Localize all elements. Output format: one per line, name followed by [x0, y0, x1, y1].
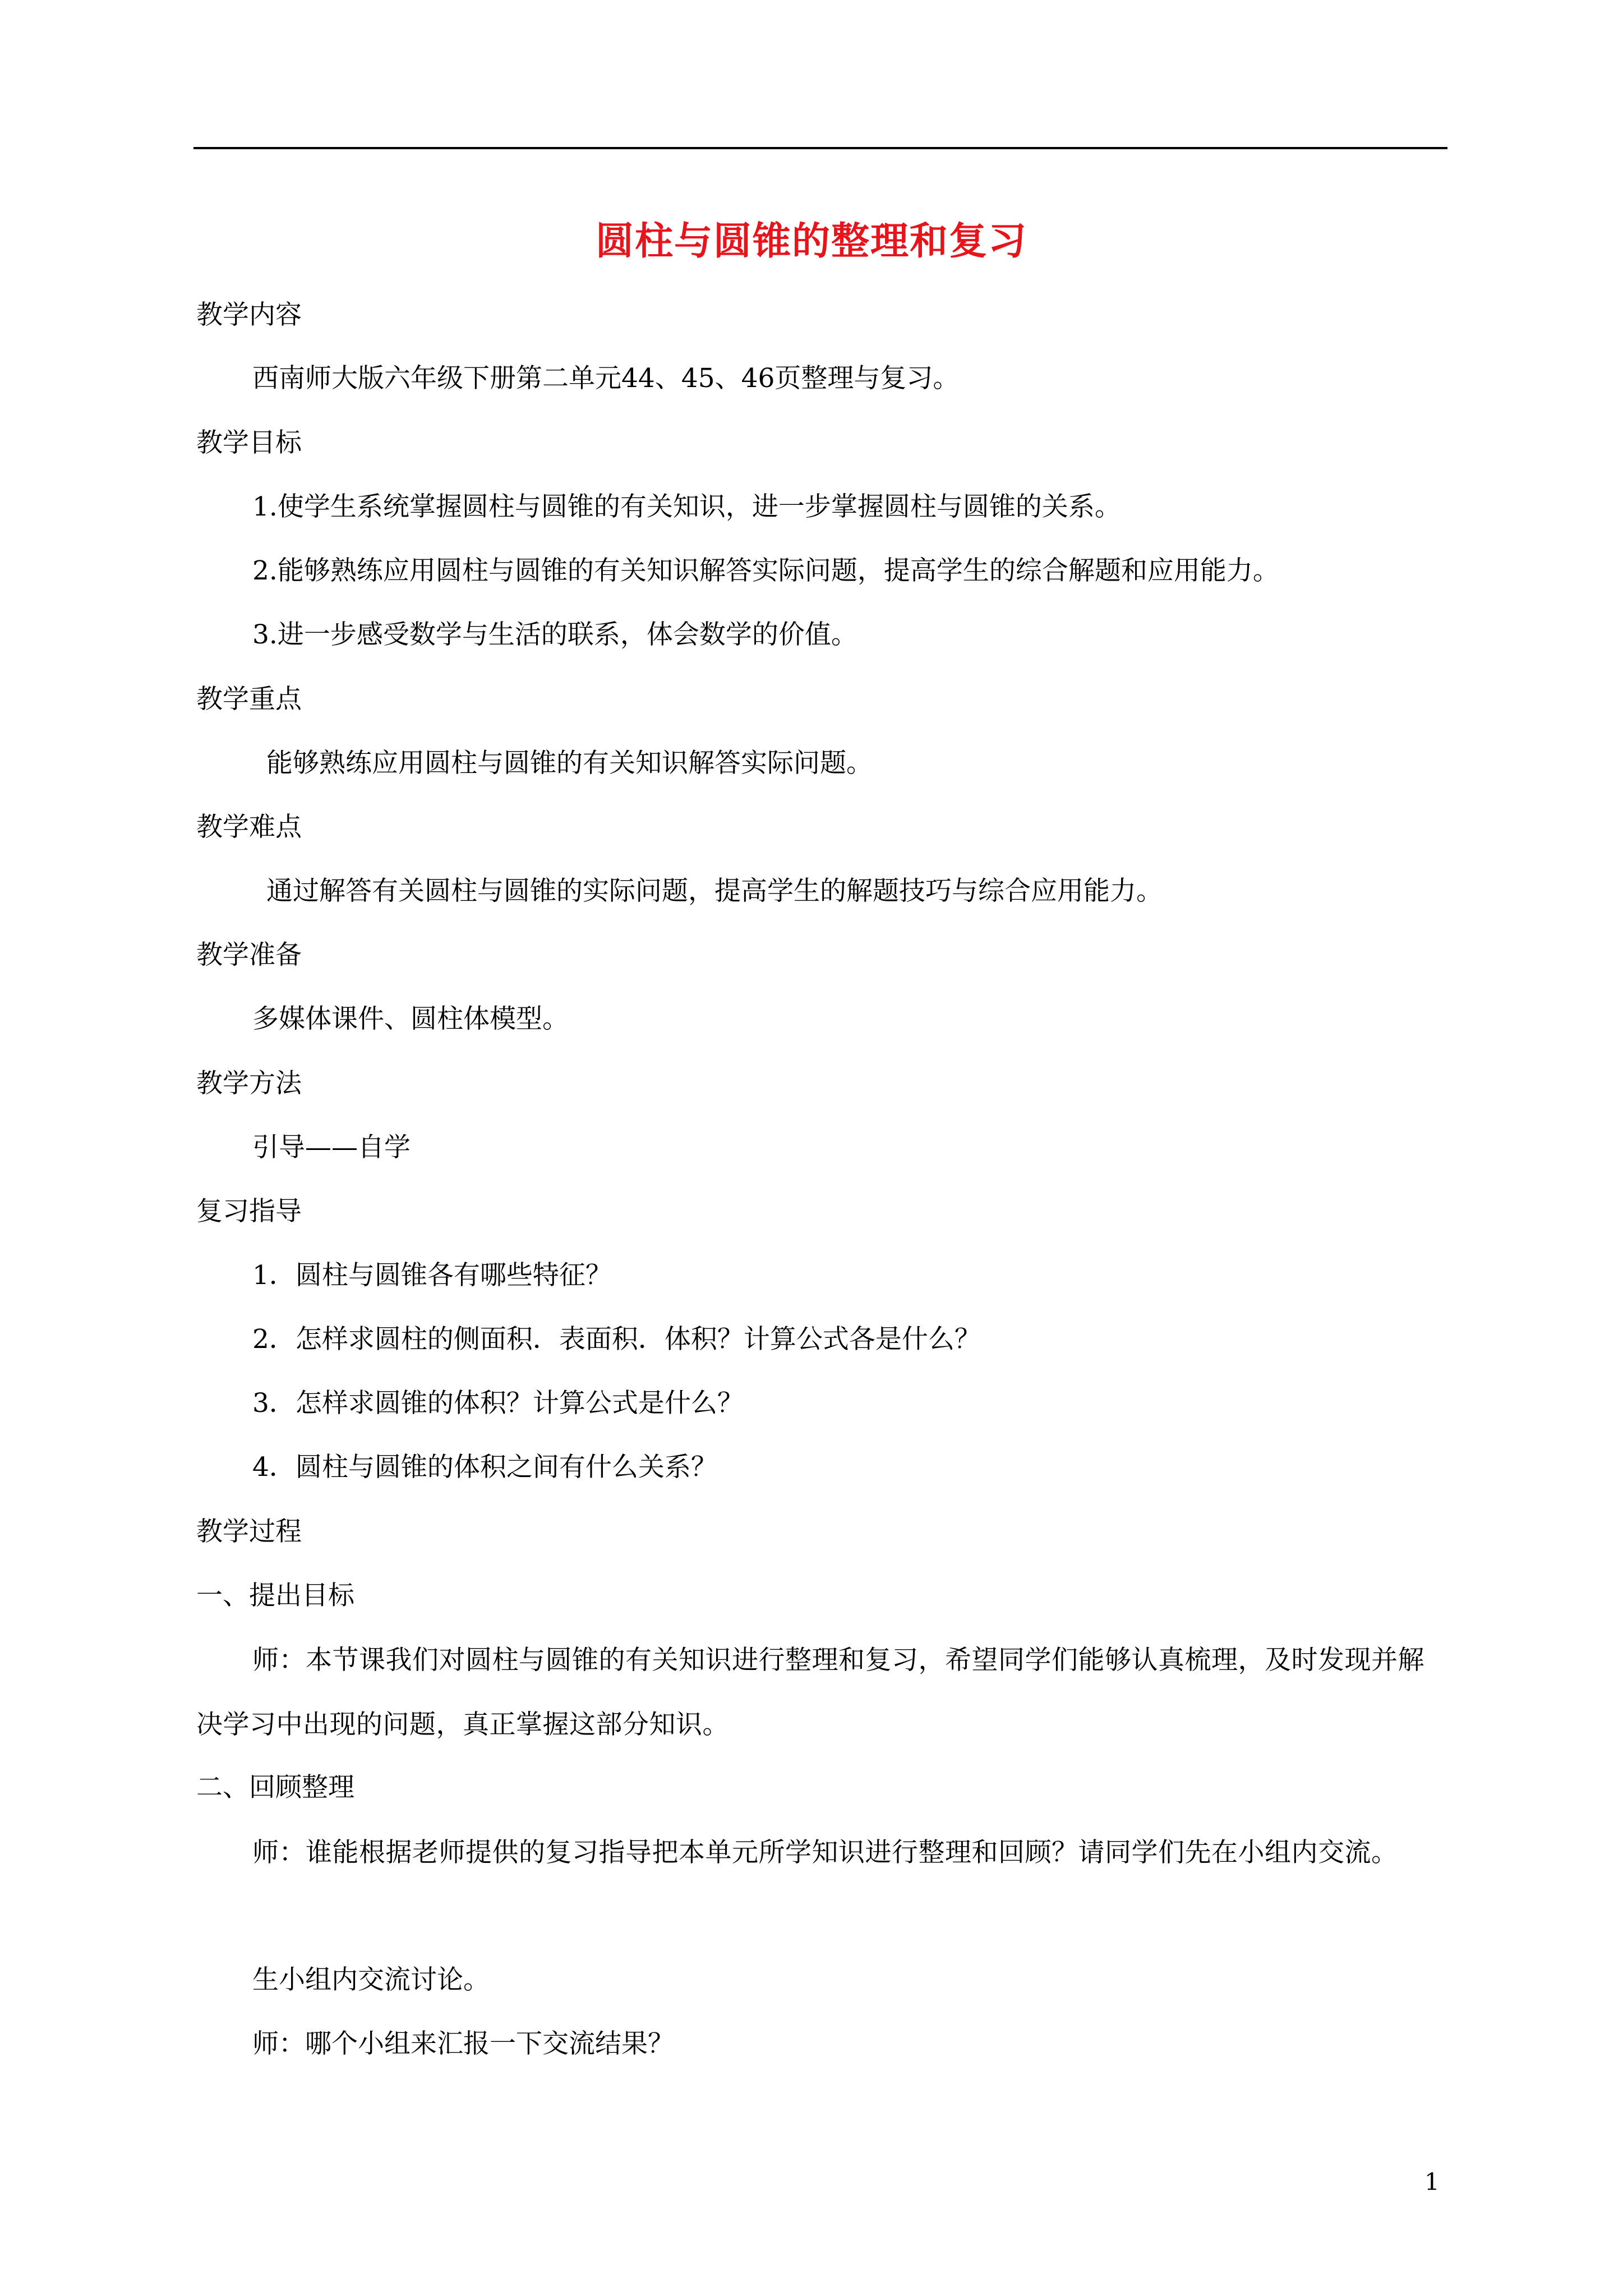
review-item: 4．圆柱与圆锥的体积之间有什么关系？	[252, 1452, 717, 1483]
method-text: 引导——自学	[252, 1132, 411, 1163]
section-heading-review: 复习指导	[196, 1196, 302, 1227]
step2-line: 师：哪个小组来汇报一下交流结果？	[252, 2028, 674, 2059]
section-heading-content: 教学内容	[196, 300, 302, 330]
content-text: 西南师大版六年级下册第二单元44、45、46页整理与复习。	[252, 363, 960, 394]
page-number: 1	[1424, 2168, 1440, 2196]
section-heading-difficulty: 教学难点	[196, 812, 302, 843]
section-heading-prep: 教学准备	[196, 940, 302, 970]
section-heading-key: 教学重点	[196, 684, 302, 715]
header-rule	[193, 147, 1447, 149]
difficulty-text: 通过解答有关圆柱与圆锥的实际问题，提高学生的解题技巧与综合应用能力。	[266, 876, 1163, 907]
section-heading-goals: 教学目标	[196, 427, 302, 458]
key-text: 能够熟练应用圆柱与圆锥的有关知识解答实际问题。	[266, 748, 873, 779]
goal-item: 3.进一步感受数学与生活的联系，体会数学的价值。	[252, 619, 857, 650]
review-item: 2．怎样求圆柱的侧面积．表面积．体积？计算公式各是什么？	[252, 1324, 981, 1355]
step2-heading: 二、回顾整理	[196, 1772, 354, 1803]
step1-heading: 一、提出目标	[196, 1580, 354, 1611]
section-heading-method: 教学方法	[196, 1068, 302, 1099]
step2-text: 师：谁能根据老师提供的复习指导把本单元所学知识进行整理和回顾？请同学们先在小组内交流。	[252, 1837, 1398, 1868]
prep-text: 多媒体课件、圆柱体模型。	[252, 1004, 569, 1034]
step1-text: 师：本节课我们对圆柱与圆锥的有关知识进行整理和复习，希望同学们能够认真梳理，及时发现并解决学习中出现的问题，真正掌握这部分知识。	[196, 1645, 1424, 1740]
goal-item: 1.使学生系统掌握圆柱与圆锥的有关知识，进一步掌握圆柱与圆锥的关系。	[252, 491, 1121, 522]
goal-item: 2.能够熟练应用圆柱与圆锥的有关知识解答实际问题，提高学生的综合解题和应用能力。	[252, 555, 1279, 586]
step2-line: 生小组内交流讨论。	[252, 1964, 490, 1995]
document-title: 圆柱与圆锥的整理和复习	[595, 219, 1027, 264]
review-item: 3．怎样求圆锥的体积？计算公式是什么？	[252, 1388, 744, 1419]
section-heading-process: 教学过程	[196, 1516, 302, 1547]
review-item: 1．圆柱与圆锥各有哪些特征？	[252, 1260, 612, 1291]
